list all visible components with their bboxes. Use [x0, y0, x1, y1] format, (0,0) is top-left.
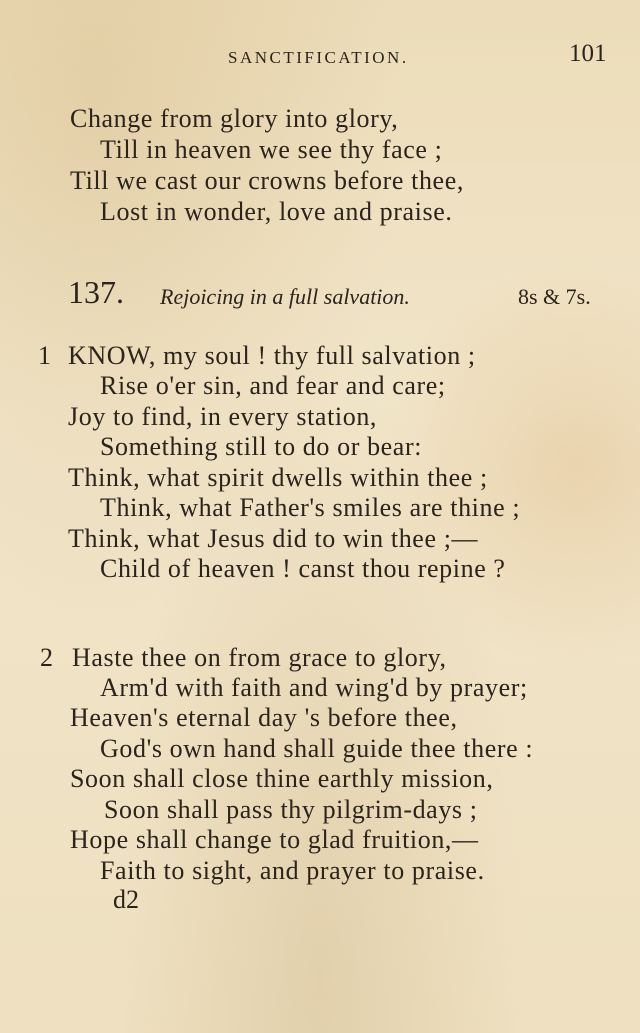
hymn-meter: 8s & 7s.: [518, 284, 591, 309]
verse-line: KNOW, my soul ! thy full salvation ;: [68, 341, 476, 370]
verse-line: Joy to find, in every station,: [68, 402, 378, 431]
verse-line: God's own hand shall guide thee there :: [100, 734, 534, 763]
verse-line: Soon shall pass thy pilgrim-days ;: [104, 795, 478, 824]
verse-line: Soon shall close thine earthly mission,: [70, 764, 494, 793]
signature-mark: d2: [113, 885, 139, 914]
verse-line: Think, what Jesus did to win thee ;—: [68, 524, 479, 553]
running-head: SANCTIFICATION.: [228, 48, 409, 67]
verse-line: Child of heaven ! canst thou repine ?: [100, 554, 506, 583]
hymn-number: 137.: [68, 274, 124, 310]
verse-line: Think, what spirit dwells within thee ;: [68, 463, 488, 492]
verse-line: Heaven's eternal day 's before thee,: [70, 703, 458, 732]
verse-line: Faith to sight, and prayer to praise.: [100, 856, 485, 885]
verse-line: Till we cast our crowns before thee,: [70, 166, 464, 195]
verse-line: Arm'd with faith and wing'd by prayer;: [100, 673, 528, 702]
page-number: 101: [569, 40, 607, 67]
verse-line: Haste thee on from grace to glory,: [72, 643, 447, 672]
page-header: [0, 40, 640, 76]
verse-line: Something still to do or bear:: [100, 432, 423, 461]
hymn-title: Rejoicing in a full salvation.: [160, 284, 410, 309]
verse-line: Think, what Father's smiles are thine ;: [100, 493, 521, 522]
verse-line: Lost in wonder, love and praise.: [100, 197, 453, 226]
verse-line: Change from glory into glory,: [70, 104, 399, 133]
hymn-heading: [68, 274, 628, 314]
verse-line: Rise o'er sin, and fear and care;: [100, 371, 446, 400]
verse-line: Till in heaven we see thy face ;: [100, 135, 443, 164]
verse-number: 2: [40, 643, 53, 672]
verse-number: 1: [38, 341, 51, 370]
verse-line: Hope shall change to glad fruition,—: [70, 825, 479, 854]
